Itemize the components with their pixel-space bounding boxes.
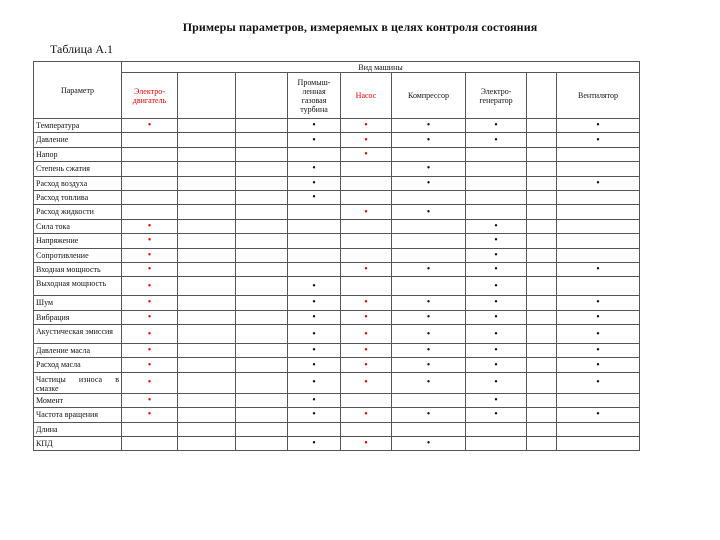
mark-cell: •: [122, 248, 178, 262]
mark-cell: •: [341, 408, 392, 422]
empty-cell: [466, 437, 527, 451]
empty-cell: [178, 325, 236, 344]
mark-cell: •: [466, 248, 527, 262]
empty-cell: [527, 296, 557, 310]
parameter-cell: Сила тока: [34, 219, 122, 233]
parameter-cell: Расход масла: [34, 358, 122, 372]
empty-cell: [178, 358, 236, 372]
table-body: [34, 119, 640, 451]
mark-cell: •: [466, 372, 527, 393]
empty-cell: [527, 422, 557, 436]
table-row: [34, 344, 640, 358]
parameter-cell: Расход топлива: [34, 190, 122, 204]
empty-cell: [527, 372, 557, 393]
empty-cell: [178, 262, 236, 276]
parameter-cell: Напряжение: [34, 234, 122, 248]
empty-cell: [341, 277, 392, 296]
empty-cell: [557, 219, 640, 233]
mark-cell: •: [288, 176, 341, 190]
mark-cell: •: [392, 310, 466, 324]
empty-cell: [527, 358, 557, 372]
empty-cell: [236, 176, 288, 190]
table-row: [34, 248, 640, 262]
table-caption: Таблица А.1: [50, 42, 113, 56]
empty-cell: [466, 190, 527, 204]
empty-cell: [466, 205, 527, 219]
empty-cell: [178, 344, 236, 358]
empty-cell: [557, 422, 640, 436]
empty-cell: [557, 147, 640, 161]
empty-cell: [236, 262, 288, 276]
column-header: Компрессор: [392, 73, 466, 119]
table-row: [34, 162, 640, 176]
empty-cell: [288, 147, 341, 161]
mark-cell: •: [341, 372, 392, 393]
empty-cell: [527, 262, 557, 276]
mark-cell: •: [122, 296, 178, 310]
empty-cell: [122, 437, 178, 451]
mark-cell: •: [288, 344, 341, 358]
column-header: [527, 73, 557, 119]
mark-cell: •: [288, 162, 341, 176]
header-parameter: Параметр: [34, 62, 122, 119]
mark-cell: •: [122, 372, 178, 393]
empty-cell: [236, 133, 288, 147]
mark-cell: •: [557, 119, 640, 133]
mark-cell: •: [392, 176, 466, 190]
mark-cell: •: [288, 296, 341, 310]
parameter-cell: Напор: [34, 147, 122, 161]
mark-cell: •: [392, 437, 466, 451]
mark-cell: •: [466, 234, 527, 248]
column-header: Электро- двигатель: [122, 73, 178, 119]
column-header: Вентилятор: [557, 73, 640, 119]
parameter-cell: Сопротивление: [34, 248, 122, 262]
parameter-cell: Выходная мощность: [34, 277, 122, 296]
table-row: [34, 408, 640, 422]
mark-cell: •: [341, 147, 392, 161]
mark-cell: •: [392, 262, 466, 276]
empty-cell: [178, 422, 236, 436]
empty-cell: [236, 205, 288, 219]
empty-cell: [236, 437, 288, 451]
table-row: [34, 422, 640, 436]
mark-cell: •: [122, 277, 178, 296]
empty-cell: [122, 190, 178, 204]
mark-cell: •: [557, 262, 640, 276]
empty-cell: [236, 147, 288, 161]
mark-cell: •: [288, 358, 341, 372]
empty-cell: [122, 422, 178, 436]
empty-cell: [178, 162, 236, 176]
mark-cell: •: [341, 262, 392, 276]
mark-cell: •: [557, 372, 640, 393]
mark-cell: •: [392, 372, 466, 393]
table-row: [34, 133, 640, 147]
empty-cell: [527, 437, 557, 451]
mark-cell: •: [466, 277, 527, 296]
mark-cell: •: [466, 408, 527, 422]
empty-cell: [236, 422, 288, 436]
parameter-cell: Расход воздуха: [34, 176, 122, 190]
empty-cell: [527, 190, 557, 204]
mark-cell: •: [288, 393, 341, 407]
empty-cell: [236, 325, 288, 344]
mark-cell: •: [122, 393, 178, 407]
column-header: [236, 73, 288, 119]
empty-cell: [178, 176, 236, 190]
parameter-cell: Шум: [34, 296, 122, 310]
mark-cell: •: [392, 358, 466, 372]
mark-cell: •: [341, 133, 392, 147]
empty-cell: [392, 422, 466, 436]
empty-cell: [392, 219, 466, 233]
empty-cell: [527, 162, 557, 176]
empty-cell: [288, 219, 341, 233]
empty-cell: [527, 277, 557, 296]
empty-cell: [178, 234, 236, 248]
empty-cell: [466, 147, 527, 161]
column-header: Электро- генератор: [466, 73, 527, 119]
empty-cell: [392, 147, 466, 161]
empty-cell: [557, 393, 640, 407]
empty-cell: [341, 248, 392, 262]
empty-cell: [527, 219, 557, 233]
mark-cell: •: [122, 119, 178, 133]
empty-cell: [178, 248, 236, 262]
empty-cell: [236, 248, 288, 262]
mark-cell: •: [288, 325, 341, 344]
empty-cell: [466, 176, 527, 190]
empty-cell: [178, 310, 236, 324]
parameter-cell: Давление масла: [34, 344, 122, 358]
parameter-cell: Длина: [34, 422, 122, 436]
empty-cell: [392, 393, 466, 407]
empty-cell: [527, 205, 557, 219]
mark-cell: •: [341, 358, 392, 372]
mark-cell: •: [341, 296, 392, 310]
empty-cell: [527, 248, 557, 262]
empty-cell: [557, 248, 640, 262]
mark-cell: •: [122, 262, 178, 276]
empty-cell: [122, 176, 178, 190]
empty-cell: [341, 176, 392, 190]
empty-cell: [288, 248, 341, 262]
empty-cell: [341, 234, 392, 248]
empty-cell: [341, 219, 392, 233]
empty-cell: [288, 422, 341, 436]
mark-cell: •: [341, 325, 392, 344]
mark-cell: •: [288, 133, 341, 147]
mark-cell: •: [122, 358, 178, 372]
mark-cell: •: [557, 325, 640, 344]
mark-cell: •: [392, 296, 466, 310]
mark-cell: •: [288, 277, 341, 296]
mark-cell: •: [288, 372, 341, 393]
table-row: [34, 176, 640, 190]
mark-cell: •: [341, 344, 392, 358]
mark-cell: •: [122, 310, 178, 324]
empty-cell: [392, 234, 466, 248]
parameter-cell: Акустическая эмиссия: [34, 325, 122, 344]
mark-cell: •: [122, 408, 178, 422]
mark-cell: •: [288, 437, 341, 451]
empty-cell: [557, 205, 640, 219]
empty-cell: [341, 162, 392, 176]
empty-cell: [527, 393, 557, 407]
mark-cell: •: [557, 358, 640, 372]
parameter-cell: Частицы износа в смазке: [34, 372, 122, 393]
mark-cell: •: [288, 119, 341, 133]
mark-cell: •: [466, 219, 527, 233]
empty-cell: [557, 437, 640, 451]
page-title: Примеры параметров, измеряемых в целях контроля состояния: [182, 20, 538, 34]
empty-cell: [527, 147, 557, 161]
table-row: [34, 262, 640, 276]
empty-cell: [466, 422, 527, 436]
empty-cell: [178, 372, 236, 393]
empty-cell: [178, 408, 236, 422]
parameter-cell: Степень сжатия: [34, 162, 122, 176]
table-row: [34, 234, 640, 248]
table-row: [34, 219, 640, 233]
mark-cell: •: [341, 119, 392, 133]
empty-cell: [178, 190, 236, 204]
empty-cell: [122, 162, 178, 176]
mark-cell: •: [288, 310, 341, 324]
empty-cell: [122, 147, 178, 161]
table-row: [34, 325, 640, 344]
empty-cell: [527, 310, 557, 324]
mark-cell: •: [392, 133, 466, 147]
empty-cell: [178, 437, 236, 451]
empty-cell: [236, 344, 288, 358]
empty-cell: [178, 119, 236, 133]
empty-cell: [392, 190, 466, 204]
empty-cell: [527, 176, 557, 190]
mark-cell: •: [392, 119, 466, 133]
parameter-cell: Момент: [34, 393, 122, 407]
empty-cell: [527, 344, 557, 358]
empty-cell: [557, 190, 640, 204]
empty-cell: [236, 393, 288, 407]
empty-cell: [557, 234, 640, 248]
empty-cell: [236, 190, 288, 204]
mark-cell: •: [557, 296, 640, 310]
empty-cell: [178, 147, 236, 161]
empty-cell: [341, 190, 392, 204]
table-row: [34, 358, 640, 372]
empty-cell: [178, 393, 236, 407]
mark-cell: •: [466, 325, 527, 344]
empty-cell: [341, 393, 392, 407]
column-header: Насос: [341, 73, 392, 119]
mark-cell: •: [341, 437, 392, 451]
mark-cell: •: [122, 219, 178, 233]
table-row: [34, 372, 640, 393]
parameter-cell: Температура: [34, 119, 122, 133]
mark-cell: •: [466, 262, 527, 276]
empty-cell: [236, 358, 288, 372]
empty-cell: [341, 422, 392, 436]
mark-cell: •: [392, 205, 466, 219]
empty-cell: [236, 296, 288, 310]
column-header: [178, 73, 236, 119]
empty-cell: [236, 162, 288, 176]
empty-cell: [236, 372, 288, 393]
empty-cell: [178, 296, 236, 310]
empty-cell: [288, 234, 341, 248]
mark-cell: •: [466, 358, 527, 372]
empty-cell: [527, 408, 557, 422]
empty-cell: [178, 205, 236, 219]
empty-cell: [236, 408, 288, 422]
parameters-table: [33, 61, 640, 451]
table-row: [34, 393, 640, 407]
mark-cell: •: [466, 119, 527, 133]
mark-cell: •: [557, 408, 640, 422]
table-row: [34, 310, 640, 324]
empty-cell: [236, 310, 288, 324]
table-row: [34, 205, 640, 219]
table-row: [34, 119, 640, 133]
table-row: [34, 296, 640, 310]
empty-cell: [236, 234, 288, 248]
mark-cell: •: [392, 162, 466, 176]
mark-cell: •: [466, 344, 527, 358]
empty-cell: [466, 162, 527, 176]
mark-cell: •: [466, 296, 527, 310]
empty-cell: [236, 277, 288, 296]
table-row: [34, 437, 640, 451]
empty-cell: [392, 248, 466, 262]
mark-cell: •: [341, 205, 392, 219]
parameter-cell: КПД: [34, 437, 122, 451]
mark-cell: •: [392, 344, 466, 358]
column-header: Промыш- ленная газовая турбина: [288, 73, 341, 119]
mark-cell: •: [557, 344, 640, 358]
empty-cell: [178, 133, 236, 147]
table-row: [34, 190, 640, 204]
empty-cell: [122, 205, 178, 219]
empty-cell: [122, 133, 178, 147]
empty-cell: [527, 325, 557, 344]
mark-cell: •: [288, 190, 341, 204]
header-machine-type: Вид машины: [122, 62, 640, 73]
empty-cell: [392, 277, 466, 296]
empty-cell: [288, 262, 341, 276]
mark-cell: •: [557, 176, 640, 190]
empty-cell: [557, 277, 640, 296]
parameter-cell: Частота вращения: [34, 408, 122, 422]
mark-cell: •: [341, 310, 392, 324]
parameter-cell: Давление: [34, 133, 122, 147]
mark-cell: •: [288, 408, 341, 422]
empty-cell: [527, 133, 557, 147]
mark-cell: •: [392, 325, 466, 344]
mark-cell: •: [466, 393, 527, 407]
mark-cell: •: [466, 310, 527, 324]
mark-cell: •: [557, 133, 640, 147]
mark-cell: •: [122, 234, 178, 248]
empty-cell: [557, 162, 640, 176]
mark-cell: •: [557, 310, 640, 324]
mark-cell: •: [466, 133, 527, 147]
empty-cell: [527, 119, 557, 133]
empty-cell: [178, 277, 236, 296]
empty-cell: [527, 234, 557, 248]
parameter-cell: Вибрация: [34, 310, 122, 324]
mark-cell: •: [122, 325, 178, 344]
mark-cell: •: [392, 408, 466, 422]
parameter-cell: Расход жидкости: [34, 205, 122, 219]
empty-cell: [236, 219, 288, 233]
mark-cell: •: [122, 344, 178, 358]
empty-cell: [288, 205, 341, 219]
parameter-cell: Входная мощность: [34, 262, 122, 276]
table-row: [34, 147, 640, 161]
empty-cell: [178, 219, 236, 233]
empty-cell: [236, 119, 288, 133]
table-row: [34, 277, 640, 296]
